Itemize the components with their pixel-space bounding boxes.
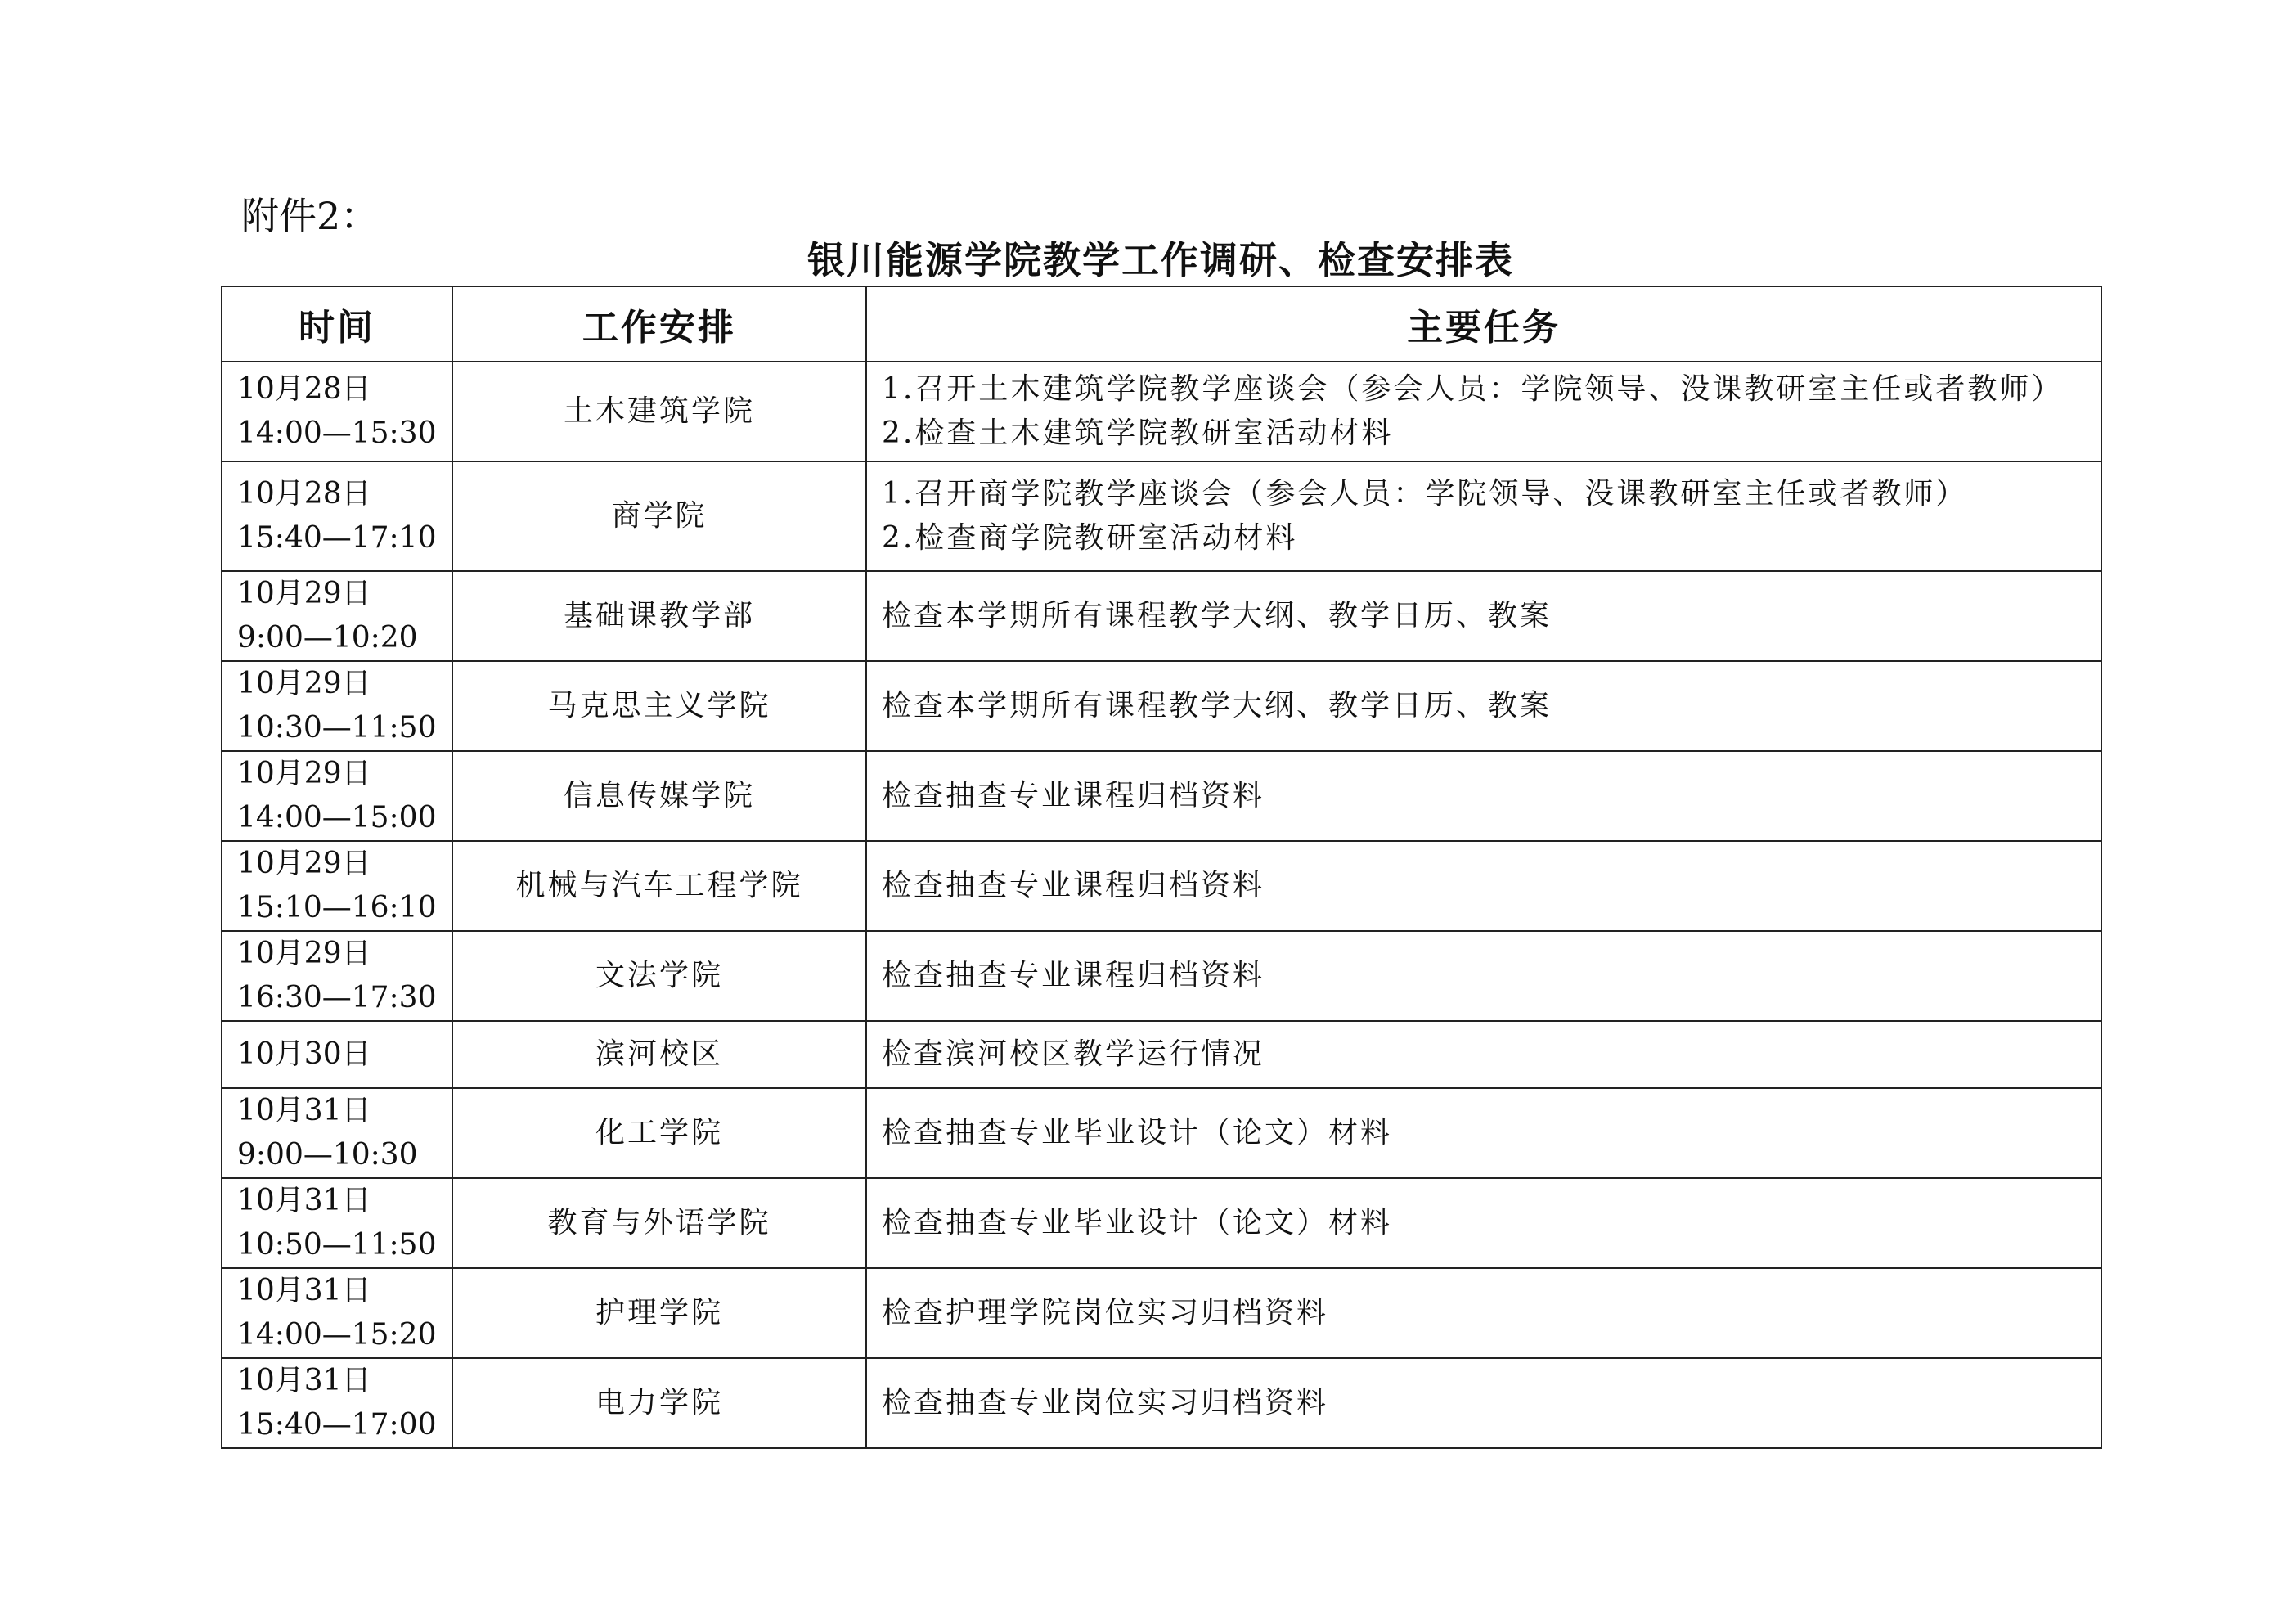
- time-cell: [222, 1178, 452, 1268]
- table-row: [222, 1268, 2101, 1358]
- task-line: 2.检查商学院教研室活动材料: [882, 521, 1298, 555]
- time-range-text: 15:40—17:10: [237, 521, 437, 555]
- time-cell: [222, 661, 452, 751]
- unit-cell: 文法学院: [452, 931, 866, 1021]
- table-row: [222, 841, 2101, 931]
- time-range-text: 10:30—11:50: [237, 711, 437, 745]
- schedule-table: [221, 286, 2102, 1449]
- task-cell: [866, 1088, 2101, 1178]
- column-header-time: 时间: [222, 286, 452, 362]
- unit-cell: 护理学院: [452, 1268, 866, 1358]
- time-cell: [222, 1358, 452, 1448]
- task-cell: [866, 661, 2101, 751]
- task-cell: [866, 1358, 2101, 1448]
- attachment-label: 附件2：: [241, 194, 379, 238]
- time-cell: [222, 751, 452, 841]
- task-line: 检查抽查专业课程归档资料: [882, 959, 1265, 992]
- date-text: 10月31日: [237, 1364, 371, 1397]
- date-text: 10月30日: [237, 1037, 371, 1071]
- unit-cell: 基础课教学部: [452, 571, 866, 661]
- time-cell: [222, 461, 452, 571]
- table-row: [222, 1088, 2101, 1178]
- time-cell: [222, 841, 452, 931]
- time-range-text: 14:00—15:20: [237, 1318, 437, 1352]
- time-cell: [222, 1088, 452, 1178]
- table-row: [222, 571, 2101, 661]
- task-line: 检查本学期所有课程教学大纲、教学日历、教案: [882, 689, 1552, 722]
- time-cell: [222, 931, 452, 1021]
- document-title: 银川能源学院教学工作调研、检查安排表: [807, 238, 1514, 282]
- time-cell: [222, 1021, 452, 1088]
- time-cell: [222, 1268, 452, 1358]
- task-line: 检查抽查专业课程归档资料: [882, 779, 1265, 812]
- table-header-row: [222, 286, 2101, 362]
- time-range-text: 9:00—10:30: [237, 1138, 418, 1172]
- task-line: 检查护理学院岗位实习归档资料: [882, 1296, 1329, 1329]
- unit-cell: 商学院: [452, 461, 866, 571]
- table-row: [222, 1358, 2101, 1448]
- time-range-text: 15:40—17:00: [237, 1408, 437, 1442]
- date-text: 10月31日: [237, 1274, 371, 1307]
- time-range-text: 14:00—15:00: [237, 801, 437, 834]
- task-cell: [866, 461, 2101, 571]
- task-line: 检查抽查专业课程归档资料: [882, 869, 1265, 902]
- unit-cell: 机械与汽车工程学院: [452, 841, 866, 931]
- time-range-text: 9:00—10:20: [237, 621, 418, 655]
- task-line: 1.召开商学院教学座谈会（参会人员：学院领导、没课教研室主任或者教师）: [882, 477, 1968, 511]
- task-line: 检查抽查专业毕业设计（论文）材料: [882, 1116, 1393, 1149]
- task-cell: [866, 362, 2101, 461]
- task-line: 1.召开土木建筑学院教学座谈会（参会人员：学院领导、没课教研室主任或者教师）: [882, 372, 2064, 406]
- date-text: 10月31日: [237, 1094, 371, 1127]
- task-line: 检查抽查专业毕业设计（论文）材料: [882, 1206, 1393, 1239]
- unit-cell: 马克思主义学院: [452, 661, 866, 751]
- task-cell: [866, 841, 2101, 931]
- time-range-text: 14:00—15:30: [237, 416, 437, 450]
- task-cell: [866, 751, 2101, 841]
- task-cell: [866, 1021, 2101, 1088]
- date-text: 10月29日: [237, 757, 371, 790]
- table-row: [222, 661, 2101, 751]
- time-cell: [222, 362, 452, 461]
- date-text: 10月29日: [237, 577, 371, 610]
- column-header-main-tasks: 主要任务: [866, 286, 2101, 362]
- date-text: 10月31日: [237, 1184, 371, 1217]
- unit-cell: 信息传媒学院: [452, 751, 866, 841]
- date-text: 10月28日: [237, 477, 371, 511]
- task-cell: [866, 1268, 2101, 1358]
- table-row: [222, 751, 2101, 841]
- unit-cell: 滨河校区: [452, 1021, 866, 1088]
- time-range-text: 10:50—11:50: [237, 1228, 437, 1262]
- task-line: 2.检查土木建筑学院教研室活动材料: [882, 416, 1394, 450]
- table-row: [222, 1178, 2101, 1268]
- task-cell: [866, 571, 2101, 661]
- date-text: 10月29日: [237, 937, 371, 970]
- unit-cell: 土木建筑学院: [452, 362, 866, 461]
- date-text: 10月28日: [237, 372, 371, 406]
- time-range-text: 15:10—16:10: [237, 891, 437, 924]
- task-line: 检查本学期所有课程教学大纲、教学日历、教案: [882, 599, 1552, 632]
- task-line: 检查滨河校区教学运行情况: [882, 1037, 1265, 1071]
- column-header-work-arrangement: 工作安排: [452, 286, 866, 362]
- time-cell: [222, 571, 452, 661]
- unit-cell: 化工学院: [452, 1088, 866, 1178]
- table-row: [222, 362, 2101, 461]
- date-text: 10月29日: [237, 667, 371, 700]
- table-row: [222, 1021, 2101, 1088]
- date-text: 10月29日: [237, 847, 371, 880]
- task-cell: [866, 931, 2101, 1021]
- table-row: [222, 461, 2101, 571]
- table-row: [222, 931, 2101, 1021]
- task-cell: [866, 1178, 2101, 1268]
- time-range-text: 16:30—17:30: [237, 981, 437, 1014]
- unit-cell: 电力学院: [452, 1358, 866, 1448]
- task-line: 检查抽查专业岗位实习归档资料: [882, 1386, 1329, 1419]
- unit-cell: 教育与外语学院: [452, 1178, 866, 1268]
